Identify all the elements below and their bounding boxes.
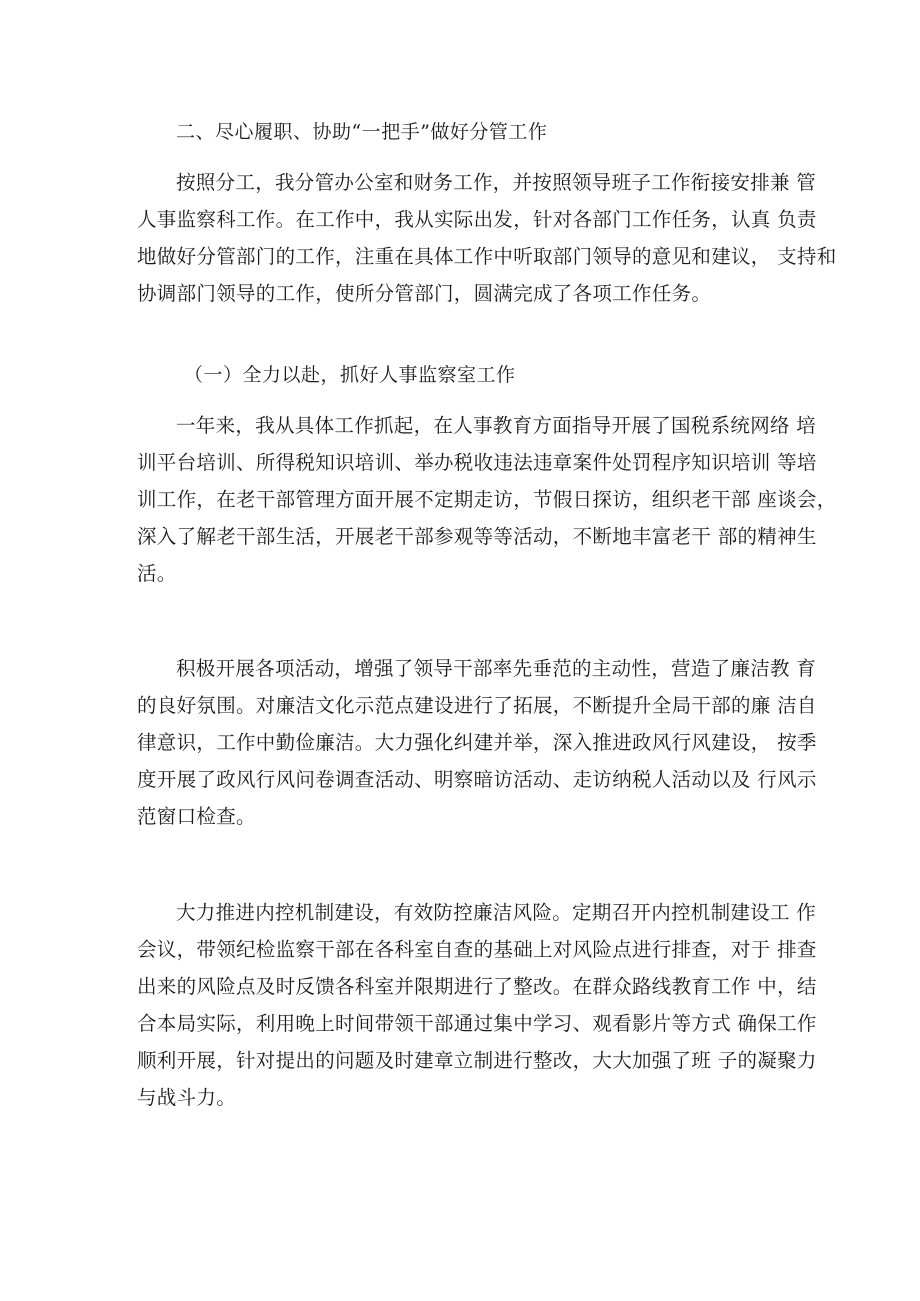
paragraph-line: 训平台培训、所得税知识培训、举办税收违法违章案件处罚程序知识培训 等培	[137, 451, 817, 474]
paragraph-line: 度开展了政风行风问卷调查活动、明察暗访活动、走访纳税人活动以及 行风示	[137, 768, 817, 791]
paragraph-line: 与战斗力。	[137, 1086, 237, 1109]
paragraph-line: 律意识，工作中勤俭廉洁。大力强化纠建并举，深入推进政风行风建设， 按季	[137, 731, 817, 754]
paragraph-line: 会议，带领纪检监察干部在各科室自查的基础上对风险点进行排查，对于 排查	[137, 938, 817, 961]
paragraph-line: 合本局实际，利用晚上时间带领干部通过集中学习、观看影片等方式 确保工作	[137, 1012, 817, 1035]
paragraph-line: 按照分工，我分管办公室和财务工作，并按照领导班子工作衔接安排兼 管	[176, 171, 817, 194]
paragraph-division-of-work	[137, 164, 837, 312]
section-heading: 二、尽心履职、协助“一把手”做好分管工作	[176, 121, 548, 143]
paragraph-line: 顺利开展，针对提出的问题及时建章立制进行整改，大大加强了班 子的凝聚力	[137, 1049, 817, 1072]
sub-heading: （一）全力以赴，抓好人事监察室工作	[184, 364, 516, 386]
paragraph-line: 一年来，我从具体工作抓起，在人事教育方面指导开展了国税系统网络 培	[176, 414, 817, 437]
paragraph-line: 人事监察科工作。在工作中，我从实际出发，针对各部门工作任务，认真 负责	[137, 208, 817, 231]
paragraph-personnel-education	[137, 407, 837, 592]
paragraph-line: 地做好分管部门的工作，注重在具体工作中听取部门领导的意见和建议， 支持和	[137, 245, 837, 268]
paragraph-line: 活。	[137, 562, 177, 585]
paragraph-line: 积极开展各项活动，增强了领导干部率先垂范的主动性，营造了廉洁教 育	[176, 657, 817, 680]
paragraph-line: 的良好氛围。对廉洁文化示范点建设进行了拓展，不断提升全局干部的廉 洁自	[137, 694, 817, 717]
paragraph-line: 出来的风险点及时反馈各科室并限期进行了整改。在群众路线教育工作 中，结	[137, 975, 817, 998]
paragraph-integrity-activities	[137, 650, 817, 835]
paragraph-line: 训工作，在老干部管理方面开展不定期走访，节假日探访，组织老干部 座谈会，	[137, 488, 837, 511]
paragraph-line: 范窗口检查。	[137, 805, 256, 828]
paragraph-line: 协调部门领导的工作，使所分管部门，圆满完成了各项工作任务。	[137, 282, 712, 305]
paragraph-internal-control	[137, 894, 817, 1116]
paragraph-line: 大力推进内控机制建设，有效防控廉洁风险。定期召开内控机制建设工 作	[176, 901, 817, 924]
paragraph-line: 深入了解老干部生活，开展老干部参观等等活动，不断地丰富老干 部的精神生	[137, 525, 817, 548]
